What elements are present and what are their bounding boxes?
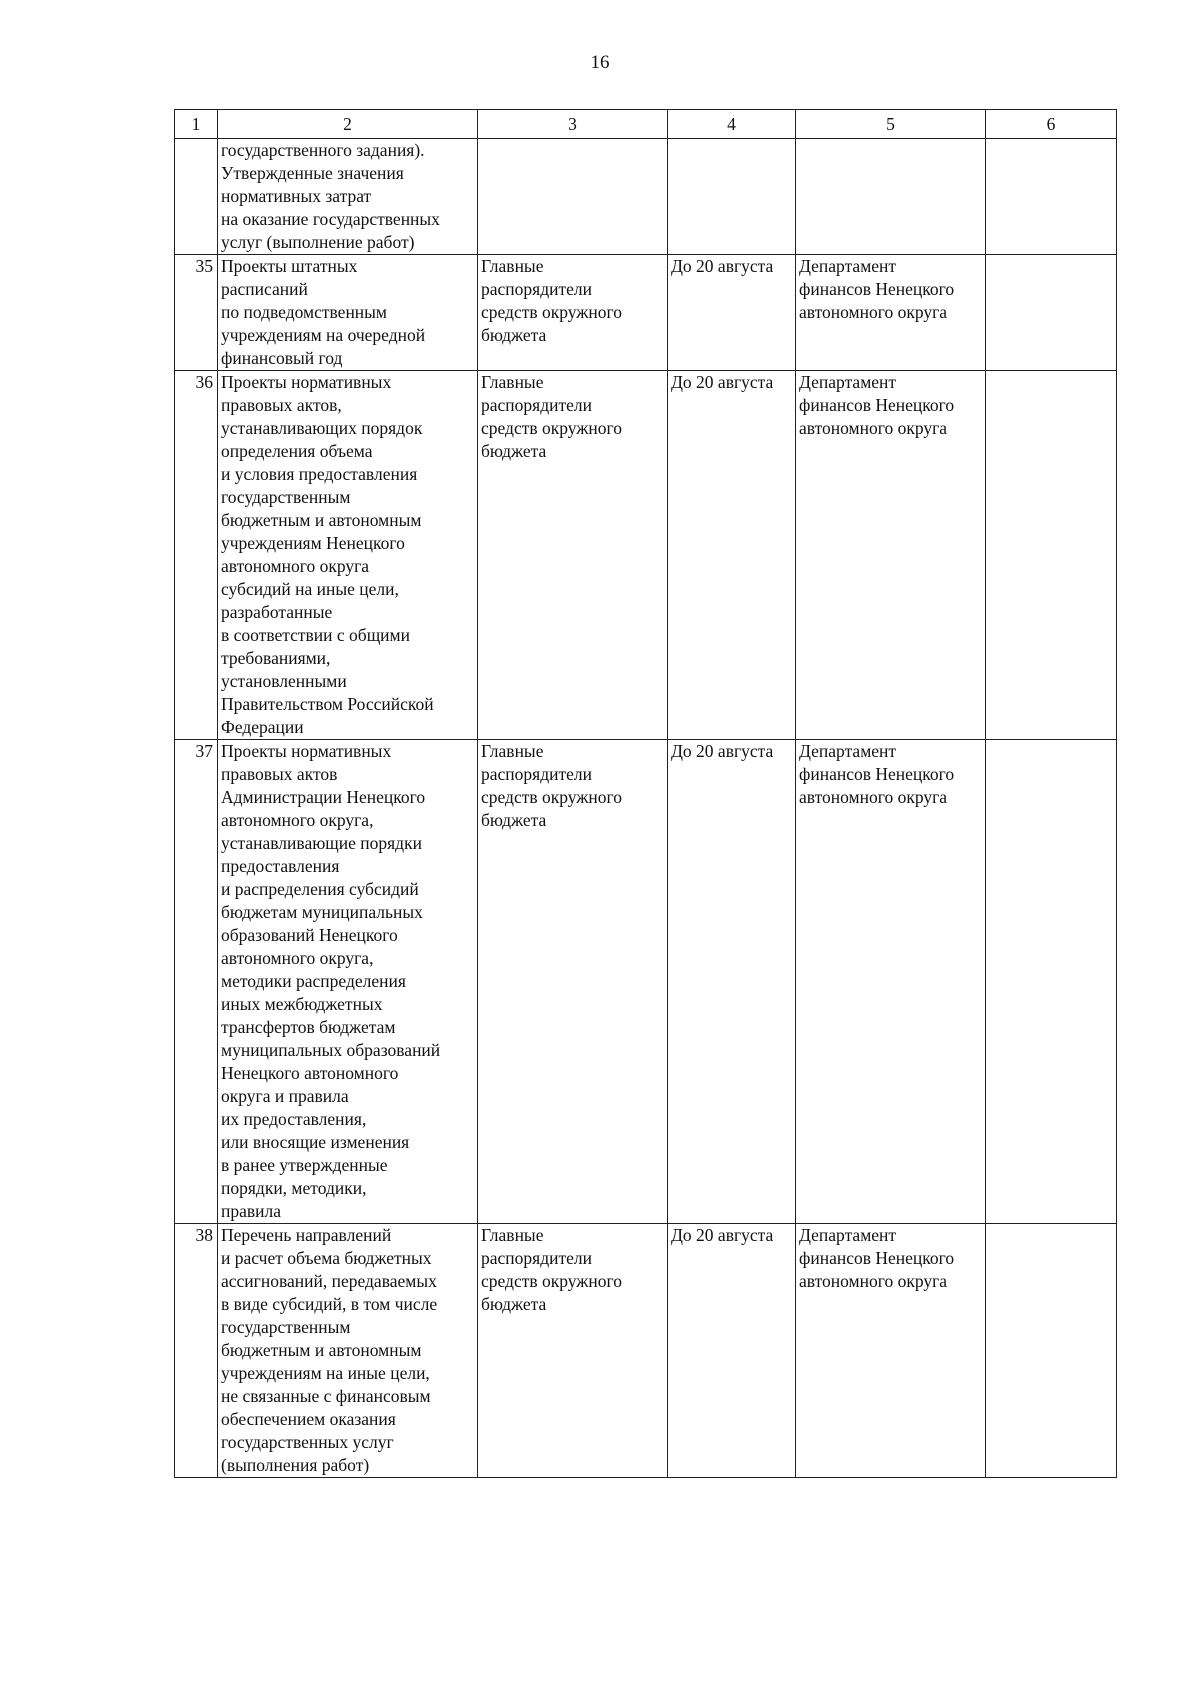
recipient-cell-line: Департамент [799,256,897,276]
deadline-cell [668,139,796,255]
document-name-cell-line: в ранее утвержденные [221,1155,388,1175]
recipient-cell-line: финансов Ненецкого [799,279,955,299]
recipient-cell [796,371,986,740]
document-name-cell-line: правовых актов [221,764,338,784]
table-row [175,255,1117,371]
document-name-cell-line: трансфертов бюджетам [221,1017,396,1037]
recipient-cell [796,1224,986,1478]
document-name-cell-line: обеспечением оказания [221,1409,396,1429]
document-name-cell-line: их предоставления, [221,1109,367,1129]
document-name-cell-line: субсидий на иные цели, [221,579,399,599]
notes-cell [986,371,1117,740]
document-name-cell-line: по подведомственным [221,302,388,322]
document-name-cell-line: учреждениям на очередной [221,325,426,345]
recipient-cell-line: Департамент [799,741,897,761]
document-name-cell-line: иных межбюджетных [221,994,383,1014]
submitter-cell-line: Главные [481,1225,544,1245]
submitter-cell-line: средств окружного [481,1271,622,1291]
recipient-cell [796,740,986,1224]
document-name-cell-line: расписаний [221,279,308,299]
table-row [175,1224,1117,1478]
row-number-cell: 35 [175,255,218,371]
notes-cell [986,255,1117,371]
submitter-cell-line: бюджета [481,441,547,461]
row-number-cell: 37 [175,740,218,1224]
submitter-cell-line: Главные [481,741,544,761]
column-header-4: 4 [668,110,796,139]
submitter-cell [478,740,668,1224]
document-name-cell-line: автономного округа [221,556,370,576]
document-name-cell-line: и расчет объема бюджетных [221,1248,432,1268]
deadline-cell: До 20 августа [668,255,796,371]
document-name-cell [218,740,478,1224]
deadline-cell: До 20 августа [668,740,796,1224]
document-name-cell-line: порядки, методики, [221,1178,367,1198]
document-name-cell [218,1224,478,1478]
recipient-cell-line: Департамент [799,1225,897,1245]
recipient-cell-line: финансов Ненецкого [799,1248,955,1268]
submitter-cell [478,1224,668,1478]
document-name-cell-line: требованиями, [221,648,331,668]
document-name-cell-line: Проекты штатных [221,256,358,276]
document-name-cell-line: методики распределения [221,971,406,991]
document-name-cell-line: не связанные с финансовым [221,1386,431,1406]
row-number-cell: 38 [175,1224,218,1478]
document-name-cell-line: ассигнований, передаваемых [221,1271,437,1291]
recipient-cell-line: финансов Ненецкого [799,764,955,784]
submitter-cell-line: распорядители [481,764,592,784]
recipient-cell-line: автономного округа [799,418,948,438]
document-name-cell-line: в соответствии с общими [221,625,410,645]
document-name-cell-line: Утвержденные значения [221,163,404,183]
recipient-cell [796,255,986,371]
document-name-cell-line: Ненецкого автономного [221,1063,399,1083]
table-body [175,139,1117,1478]
document-name-cell-line: государственным [221,1317,351,1337]
page-number: 16 [590,52,610,73]
column-header-2: 2 [218,110,478,139]
document-name-cell-line: государственным [221,487,351,507]
document-name-cell-line: нормативных затрат [221,186,372,206]
document-name-cell-line: правовых актов, [221,395,342,415]
document-name-cell-line: Федерации [221,717,304,737]
document-name-cell-line: разработанные [221,602,333,622]
submitter-cell [478,255,668,371]
submitter-cell [478,371,668,740]
document-name-cell-line: бюджетным и автономным [221,510,422,530]
document-name-cell-line: финансовый год [221,348,343,368]
document-name-cell-line: Проекты нормативных [221,741,392,761]
submitter-cell-line: распорядители [481,1248,592,1268]
schedule-table [174,109,1117,1478]
submitter-cell-line: Главные [481,372,544,392]
notes-cell [986,740,1117,1224]
submitter-cell-line: бюджета [481,1294,547,1314]
document-name-cell-line: учреждениям Ненецкого [221,533,405,553]
recipient-cell-line: Департамент [799,372,897,392]
submitter-cell-line: Главные [481,256,544,276]
submitter-cell-line: распорядители [481,279,592,299]
document-name-cell-line: округа и правила [221,1086,349,1106]
document-name-cell-line: Проекты нормативных [221,372,392,392]
document-name-cell-line: и условия предоставления [221,464,418,484]
submitter-cell-line: средств окружного [481,418,622,438]
document-name-cell-line: бюджетным и автономным [221,1340,422,1360]
document-name-cell-line: на оказание государственных [221,209,440,229]
notes-cell [986,139,1117,255]
document-name-cell-line: установленными [221,671,347,691]
column-header-1: 1 [175,110,218,139]
column-header-3: 3 [478,110,668,139]
recipient-cell-line: автономного округа [799,1271,948,1291]
row-number-cell: 36 [175,371,218,740]
document-name-cell-line: в виде субсидий, в том числе [221,1294,438,1314]
document-name-cell-line: услуг (выполнение работ) [221,232,415,252]
table-row [175,740,1117,1224]
document-name-cell-line: определения объема [221,441,373,461]
submitter-cell-line: бюджета [481,325,547,345]
document-name-cell-line: автономного округа, [221,948,374,968]
column-header-5: 5 [796,110,986,139]
document-name-cell [218,371,478,740]
submitter-cell-line: средств окружного [481,787,622,807]
document-name-cell [218,255,478,371]
document-name-cell-line: Правительством Российской [221,694,434,714]
column-header-6: 6 [986,110,1117,139]
document-name-cell-line: (выполнения работ) [221,1455,370,1475]
recipient-cell-line: финансов Ненецкого [799,395,955,415]
submitter-cell [478,139,668,255]
document-name-cell [218,139,478,255]
table-row [175,371,1117,740]
document-name-cell-line: устанавливающих порядок [221,418,423,438]
document-name-cell-line: автономного округа, [221,810,374,830]
document-name-cell-line: устанавливающие порядки [221,833,422,853]
deadline-cell: До 20 августа [668,371,796,740]
document-name-cell-line: учреждениям на иные цели, [221,1363,430,1383]
document-name-cell-line: государственных услуг [221,1432,394,1452]
table-header-row [175,110,1117,139]
document-name-cell-line: муниципальных образований [221,1040,441,1060]
document-name-cell-line: образований Ненецкого [221,925,398,945]
submitter-cell-line: распорядители [481,395,592,415]
notes-cell [986,1224,1117,1478]
recipient-cell [796,139,986,255]
document-name-cell-line: бюджетам муниципальных [221,902,423,922]
deadline-cell: До 20 августа [668,1224,796,1478]
submitter-cell-line: бюджета [481,810,547,830]
row-number-cell [175,139,218,255]
document-name-cell-line: предоставления [221,856,340,876]
document-name-cell-line: правила [221,1201,282,1221]
document-name-cell-line: и распределения субсидий [221,879,419,899]
document-name-cell-line: государственного задания). [221,140,425,160]
recipient-cell-line: автономного округа [799,787,948,807]
document-name-cell-line: Администрации Ненецкого [221,787,426,807]
submitter-cell-line: средств окружного [481,302,622,322]
document-name-cell-line: или вносящие изменения [221,1132,410,1152]
table-row [175,139,1117,255]
recipient-cell-line: автономного округа [799,302,948,322]
document-name-cell-line: Перечень направлений [221,1225,392,1245]
